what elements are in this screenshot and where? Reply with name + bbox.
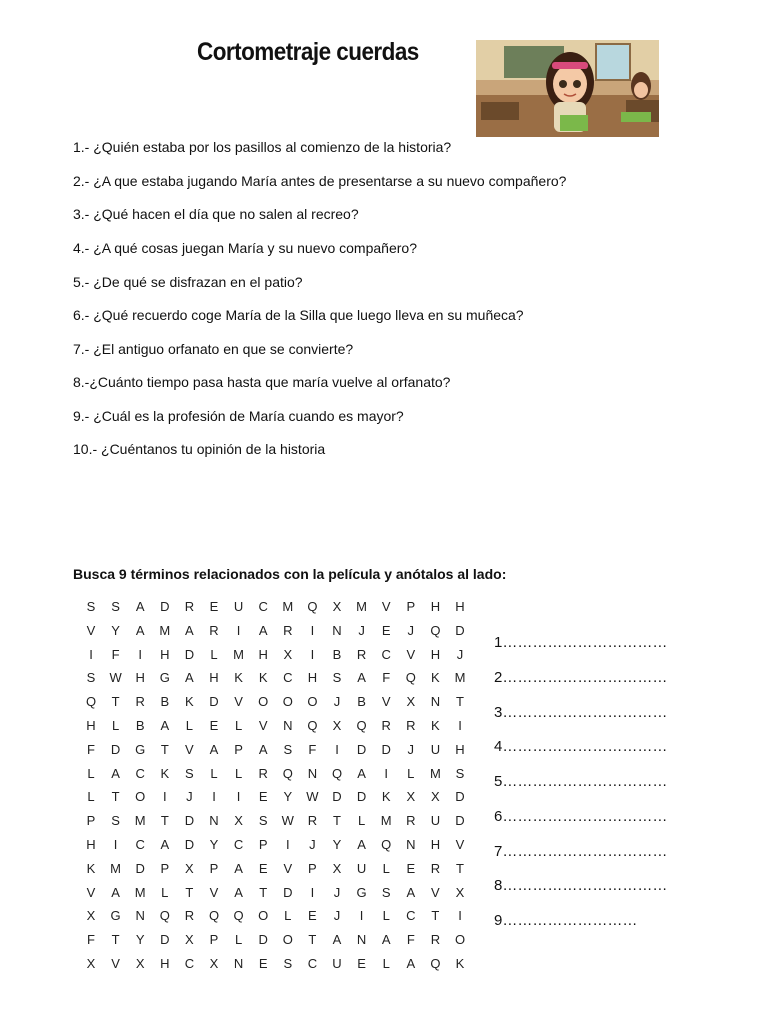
- wordsearch-letter: S: [455, 765, 465, 781]
- wordsearch-letter: X: [135, 956, 145, 971]
- question-10: 10.- ¿Cuéntanos tu opinión de la historia: [73, 441, 326, 457]
- wordsearch-letter: I: [310, 646, 315, 662]
- wordsearch-letter: P: [160, 860, 170, 876]
- wordsearch-letter: E: [406, 860, 416, 876]
- wordsearch-letter: R: [430, 932, 441, 948]
- wordsearch-letter: J: [333, 908, 341, 924]
- wordsearch-letter: J: [407, 741, 415, 757]
- wordsearch-letter: T: [111, 789, 120, 805]
- wordsearch-letter: P: [308, 860, 317, 876]
- wordsearch-letter: I: [458, 718, 462, 733]
- wordsearch-letter: P: [406, 599, 416, 614]
- wordsearch-letter: V: [111, 956, 120, 971]
- wordsearch-letter: J: [333, 694, 341, 710]
- wordsearch-letter: A: [209, 741, 219, 757]
- wordsearch-letter: X: [86, 908, 96, 924]
- wordsearch-letter: F: [308, 741, 317, 757]
- wordsearch-letter: Q: [430, 956, 441, 971]
- wordsearch-letter: C: [135, 837, 145, 852]
- question-5: 5.- ¿De qué se disfrazan en el patio?: [73, 274, 303, 290]
- wordsearch-letter: F: [87, 741, 95, 757]
- wordsearch-letter: X: [332, 599, 342, 614]
- question-8: 8.-¿Cuánto tiempo pasa hasta que maría vuelve al orfanato?: [73, 374, 451, 390]
- wordsearch-letter: H: [258, 646, 268, 662]
- wordsearch-letter: Q: [307, 718, 318, 733]
- wordsearch-letter: A: [258, 622, 268, 638]
- wordsearch-letter: A: [381, 932, 391, 948]
- wordsearch-letter: X: [455, 884, 465, 900]
- wordsearch-letter: I: [310, 622, 315, 638]
- wordsearch-letter: D: [184, 813, 195, 829]
- wordsearch-letter: I: [212, 789, 216, 805]
- wordsearch-letter: F: [111, 646, 120, 662]
- wordsearch-letter: V: [283, 860, 293, 876]
- wordsearch-letter: O: [282, 694, 293, 710]
- wordsearch-letter: A: [135, 622, 145, 638]
- wordsearch-letter: H: [430, 837, 441, 852]
- wordsearch-letter: A: [185, 622, 194, 638]
- wordsearch-letter: R: [135, 694, 145, 710]
- answer-line-2: 2……………………………: [494, 669, 668, 686]
- wordsearch-letter: D: [381, 741, 391, 757]
- wordsearch-letter: V: [86, 884, 96, 900]
- wordsearch-letter: L: [210, 646, 218, 662]
- wordsearch-letter: N: [283, 718, 293, 733]
- wordsearch-letter: D: [135, 860, 145, 876]
- wordsearch-letter: U: [332, 956, 342, 971]
- wordsearch-letter: I: [335, 741, 339, 757]
- wordsearch-letter: L: [357, 813, 366, 829]
- wordsearch-letter: V: [209, 884, 219, 900]
- wordsearch-letter: X: [86, 956, 96, 971]
- answer-line-1: 1……………………………: [494, 634, 668, 651]
- wordsearch-letter: V: [185, 741, 194, 757]
- wordsearch-letter: T: [111, 932, 120, 948]
- wordsearch-letter: M: [233, 646, 245, 662]
- wordsearch-letter: R: [184, 908, 195, 924]
- wordsearch-letter: T: [111, 694, 120, 710]
- wordsearch-letter: F: [87, 932, 95, 948]
- wordsearch-letter: J: [333, 884, 341, 900]
- wordsearch-letter: D: [160, 932, 170, 948]
- wordsearch-letter: K: [86, 860, 96, 876]
- wordsearch-letter: N: [209, 813, 219, 829]
- wordsearch-letter: S: [111, 813, 120, 829]
- wordsearch-letter: D: [356, 789, 367, 805]
- wordsearch-letter: X: [209, 956, 219, 971]
- wordsearch-letter: K: [258, 670, 268, 686]
- wordsearch-letter: V: [406, 646, 416, 662]
- wordsearch-letter: L: [234, 718, 243, 733]
- wordsearch-letter: E: [258, 860, 268, 876]
- wordsearch-letter: I: [236, 789, 241, 805]
- wordsearch-letter: L: [210, 765, 218, 781]
- wordsearch-letter: E: [258, 956, 268, 971]
- wordsearch-letter: H: [160, 956, 170, 971]
- wordsearch-letter: L: [382, 860, 390, 876]
- question-2: 2.- ¿A que estaba jugando María antes de presentarse a su nuevo compañero?: [73, 173, 567, 189]
- wordsearch-letter: E: [357, 956, 366, 971]
- wordsearch-letter: Y: [283, 789, 293, 805]
- wordsearch-letter: D: [184, 837, 195, 852]
- wordsearch-letter: T: [160, 741, 169, 757]
- wordsearch-letter: I: [359, 908, 364, 924]
- answer-line-9: 9………………………: [494, 912, 638, 929]
- wordsearch-letter: P: [234, 741, 243, 757]
- wordsearch-letter: B: [160, 694, 170, 710]
- wordsearch-letter: N: [430, 694, 441, 710]
- answer-line-7: 7……………………………: [494, 843, 668, 860]
- wordsearch-letter: E: [209, 718, 219, 733]
- wordsearch-letter: A: [160, 718, 170, 733]
- wordsearch-letter: L: [234, 932, 243, 948]
- wordsearch-letter: T: [160, 813, 169, 829]
- wordsearch-letter: A: [406, 956, 416, 971]
- wordsearch-letter: T: [259, 884, 268, 900]
- wordsearch-letter: S: [86, 599, 96, 614]
- answer-line-4: 4……………………………: [494, 738, 668, 755]
- wordsearch-letter: P: [209, 932, 219, 948]
- wordsearch-letter: L: [382, 908, 390, 924]
- wordsearch-letter: D: [283, 884, 293, 900]
- wordsearch-letter: T: [185, 884, 194, 900]
- wordsearch-letter: D: [455, 813, 465, 829]
- wordsearch-letter: Q: [282, 765, 293, 781]
- wordsearch-letter: C: [406, 908, 416, 924]
- wordsearch-letter: D: [160, 599, 170, 614]
- wordsearch-letter: N: [356, 932, 367, 948]
- wordsearch-letter: I: [285, 837, 290, 852]
- question-7: 7.- ¿El antiguo orfanato en que se convierte?: [73, 341, 354, 357]
- wordsearch-letter: B: [357, 694, 366, 710]
- wordsearch-letter: F: [382, 670, 391, 686]
- wordsearch-letter: F: [406, 932, 415, 948]
- wordsearch-letter: C: [135, 765, 145, 781]
- wordsearch-letter: K: [185, 694, 194, 710]
- wordsearch-letter: L: [284, 908, 292, 924]
- wordsearch-letter: Q: [307, 599, 318, 614]
- wordsearch-letter: A: [258, 741, 268, 757]
- wordsearch-letter: I: [236, 622, 241, 638]
- wordsearch-letter: W: [281, 813, 294, 829]
- wordsearch-letter: S: [86, 670, 96, 686]
- wordsearch-letter: I: [162, 789, 167, 805]
- wordsearch-letter: R: [430, 860, 441, 876]
- wordsearch-letter: V: [381, 694, 391, 710]
- wordsearch-letter: W: [306, 789, 319, 805]
- question-6: 6.- ¿Qué recuerdo coge María de la Silla que luego lleva en su muñeca?: [73, 307, 524, 323]
- wordsearch-letter: M: [356, 599, 368, 614]
- wordsearch-letter: G: [356, 884, 367, 900]
- wordsearch-instruction: Busca 9 términos relacionados con la película y anótalos al lado:: [73, 566, 507, 582]
- wordsearch-letter: S: [283, 956, 293, 971]
- wordsearch-letter: L: [87, 765, 95, 781]
- wordsearch-letter: Q: [233, 908, 244, 924]
- wordsearch-letter: C: [283, 670, 293, 686]
- wordsearch-letter: S: [332, 670, 342, 686]
- wordsearch-letter: X: [283, 646, 293, 662]
- answer-line-3: 3……………………………: [494, 704, 668, 721]
- wordsearch-letter: A: [406, 884, 416, 900]
- wordsearch-letter: M: [159, 622, 171, 638]
- wordsearch-letter: K: [455, 956, 465, 971]
- wordsearch-letter: Q: [381, 837, 392, 852]
- wordsearch-letter: D: [455, 789, 465, 805]
- answer-line-8: 8……………………………: [494, 877, 668, 894]
- wordsearch-letter: J: [186, 789, 193, 805]
- wordsearch-letter: V: [455, 837, 465, 852]
- wordsearch-letter: S: [283, 741, 293, 757]
- wordsearch-letter: Q: [356, 718, 367, 733]
- wordsearch-letter: R: [406, 718, 416, 733]
- wordsearch-letter: K: [160, 765, 170, 781]
- wordsearch-letter: L: [234, 765, 243, 781]
- wordsearch-letter: E: [209, 599, 219, 614]
- wordsearch-letter: U: [430, 813, 441, 829]
- wordsearch-letter: R: [184, 599, 195, 614]
- wordsearch-letter: G: [135, 741, 146, 757]
- wordsearch-letter: H: [209, 670, 219, 686]
- wordsearch-letter: P: [86, 813, 96, 829]
- wordsearch-letter: Y: [332, 837, 342, 852]
- wordsearch-letter: C: [307, 956, 318, 971]
- wordsearch-letter: X: [406, 789, 416, 805]
- wordsearch-letter: H: [455, 599, 465, 614]
- wordsearch-letter: I: [458, 908, 462, 924]
- wordsearch-letter: P: [209, 860, 219, 876]
- wordsearch-letter: U: [356, 860, 367, 876]
- wordsearch-letter: D: [356, 741, 367, 757]
- wordsearch-letter: E: [308, 908, 317, 924]
- wordsearch-letter: D: [110, 741, 121, 757]
- wordsearch-letter: Y: [135, 932, 145, 948]
- wordsearch-letter: R: [209, 622, 219, 638]
- wordsearch-letter: H: [307, 670, 318, 686]
- wordsearch-letter: L: [161, 884, 169, 900]
- wordsearch-letter: C: [184, 956, 195, 971]
- wordsearch-letter: L: [87, 789, 95, 805]
- wordsearch-letter: W: [109, 670, 122, 686]
- wordsearch-letter: O: [454, 932, 466, 948]
- wordsearch-letter: O: [258, 694, 269, 710]
- wordsearch-letter: O: [258, 908, 269, 924]
- wordsearch-letter: A: [357, 765, 366, 781]
- wordsearch-letter: K: [381, 789, 391, 805]
- wordsearch-letter: S: [381, 884, 391, 900]
- wordsearch-letter: B: [135, 718, 145, 733]
- wordsearch-letter: M: [134, 884, 146, 900]
- question-4: 4.- ¿A qué cosas juegan María y su nuevo compañero?: [73, 240, 417, 256]
- wordsearch-letter: Q: [430, 622, 441, 638]
- wordsearch-letter: Q: [208, 908, 220, 924]
- wordsearch-letter: M: [134, 813, 146, 829]
- wordsearch-letter: V: [234, 694, 243, 710]
- wordsearch-letter: L: [382, 956, 390, 971]
- wordsearch-letter: P: [258, 837, 268, 852]
- wordsearch-letter: V: [381, 599, 391, 614]
- wordsearch-letter: R: [381, 718, 391, 733]
- wordsearch-letter: T: [431, 908, 440, 924]
- wordsearch-letter: A: [357, 670, 366, 686]
- wordsearch-letter: J: [456, 646, 464, 662]
- wordsearch-letter: H: [86, 718, 96, 733]
- wordsearch-letter: K: [234, 670, 243, 686]
- wordsearch-letter: S: [258, 813, 268, 829]
- wordsearch-letter: N: [135, 908, 145, 924]
- wordsearch-letter: A: [357, 837, 366, 852]
- wordsearch-letter: X: [234, 813, 243, 829]
- wordsearch-letter: S: [185, 765, 194, 781]
- wordsearch-letter: L: [185, 718, 193, 733]
- wordsearch-letter: A: [332, 932, 342, 948]
- wordsearch-letter: J: [407, 622, 415, 638]
- wordsearch-letter: B: [332, 646, 342, 662]
- wordsearch-letter: R: [307, 813, 318, 829]
- wordsearch-letter: L: [407, 765, 415, 781]
- wordsearch-letter: Q: [85, 694, 97, 710]
- wordsearch-letter: X: [185, 932, 194, 948]
- wordsearch-letter: X: [431, 789, 440, 805]
- wordsearch-letter: X: [332, 860, 342, 876]
- wordsearch-letter: A: [234, 884, 243, 900]
- question-9: 9.- ¿Cuál es la profesión de María cuando es mayor?: [73, 408, 404, 424]
- wordsearch-letter: T: [308, 932, 317, 948]
- page-title: Cortometraje cuerdas: [197, 38, 419, 66]
- wordsearch-letter: E: [258, 789, 268, 805]
- wordsearch-letter: C: [381, 646, 391, 662]
- wordsearch-letter: T: [333, 813, 341, 829]
- wordsearch-letter: N: [233, 956, 244, 971]
- girl-character-illustration-icon: [476, 40, 659, 137]
- wordsearch-letter: C: [233, 837, 244, 852]
- wordsearch-letter: I: [138, 646, 142, 662]
- wordsearch-letter: M: [454, 670, 466, 686]
- wordsearch-letter: U: [233, 599, 244, 614]
- wordsearch-letter: M: [429, 765, 441, 781]
- wordsearch-letter: T: [456, 860, 464, 876]
- wordsearch-letter: D: [455, 622, 465, 638]
- wordsearch-letter: D: [184, 646, 195, 662]
- wordsearch-letter: I: [89, 646, 93, 662]
- wordsearch-letter: A: [111, 765, 120, 781]
- wordsearch-letter: A: [111, 884, 120, 900]
- wordsearch-letter: E: [381, 622, 391, 638]
- wordsearch-letter: H: [135, 670, 145, 686]
- wordsearch-letter: N: [307, 765, 318, 781]
- question-3: 3.- ¿Qué hacen el día que no salen al recreo?: [73, 206, 359, 222]
- wordsearch-letter: H: [430, 599, 441, 614]
- wordsearch-letter: R: [283, 622, 293, 638]
- wordsearch-letter: J: [358, 622, 365, 638]
- wordsearch-letter: O: [307, 694, 318, 710]
- wordsearch-letter: G: [110, 908, 121, 924]
- wordsearch-letter: D: [258, 932, 268, 948]
- wordsearch-letter: I: [310, 884, 315, 900]
- wordsearch-letter: R: [356, 646, 367, 662]
- wordsearch-letter: M: [110, 860, 122, 876]
- wordsearch-letter: U: [430, 741, 441, 757]
- wordsearch-letter: H: [430, 646, 441, 662]
- wordsearch-letter: Q: [159, 908, 170, 924]
- wordsearch-letter: O: [135, 789, 146, 805]
- wordsearch-letter: A: [234, 860, 243, 876]
- wordsearch-letter: G: [159, 670, 170, 686]
- wordsearch-letter: H: [455, 741, 465, 757]
- wordsearch-letter: I: [113, 837, 118, 852]
- wordsearch-letter: R: [258, 765, 268, 781]
- wordsearch-letter: A: [135, 599, 145, 614]
- wordsearch-letter: L: [111, 718, 120, 733]
- answer-line-6: 6……………………………: [494, 808, 668, 825]
- wordsearch-letter: M: [282, 599, 294, 614]
- wordsearch-letter: J: [309, 837, 316, 852]
- answer-line-5: 5……………………………: [494, 773, 668, 790]
- wordsearch-letter: Q: [405, 670, 416, 686]
- wordsearch-letter: A: [185, 670, 194, 686]
- wordsearch-letter: A: [160, 837, 170, 852]
- wordsearch-letter: Q: [331, 765, 343, 781]
- wordsearch-letter: Y: [209, 837, 219, 852]
- wordsearch-letter: X: [185, 860, 194, 876]
- wordsearch-letter: H: [86, 837, 96, 852]
- wordsearch-letter: Y: [111, 622, 120, 638]
- wordsearch-letter: V: [431, 884, 440, 900]
- wordsearch-letter: M: [380, 813, 392, 829]
- wordsearch-letter: X: [406, 694, 416, 710]
- wordsearch-letter: D: [332, 789, 342, 805]
- wordsearch-letter: K: [431, 718, 440, 733]
- wordsearch-letter: N: [406, 837, 416, 852]
- wordsearch-letter: K: [431, 670, 440, 686]
- wordsearch-letter: S: [111, 599, 120, 614]
- wordsearch-letter: O: [282, 932, 293, 948]
- wordsearch-letter: I: [384, 765, 388, 781]
- wordsearch-letter: C: [258, 599, 268, 614]
- question-1: 1.- ¿Quién estaba por los pasillos al comienzo de la historia?: [73, 139, 452, 155]
- wordsearch-letter: X: [332, 718, 342, 733]
- wordsearch-letter: D: [209, 694, 219, 710]
- wordsearch-letter: T: [456, 694, 464, 710]
- wordsearch-letter: N: [332, 622, 342, 638]
- wordsearch-letter: V: [86, 622, 96, 638]
- wordsearch-letter: H: [160, 646, 170, 662]
- wordsearch-letter: R: [406, 813, 416, 829]
- wordsearch-letter: V: [258, 718, 268, 733]
